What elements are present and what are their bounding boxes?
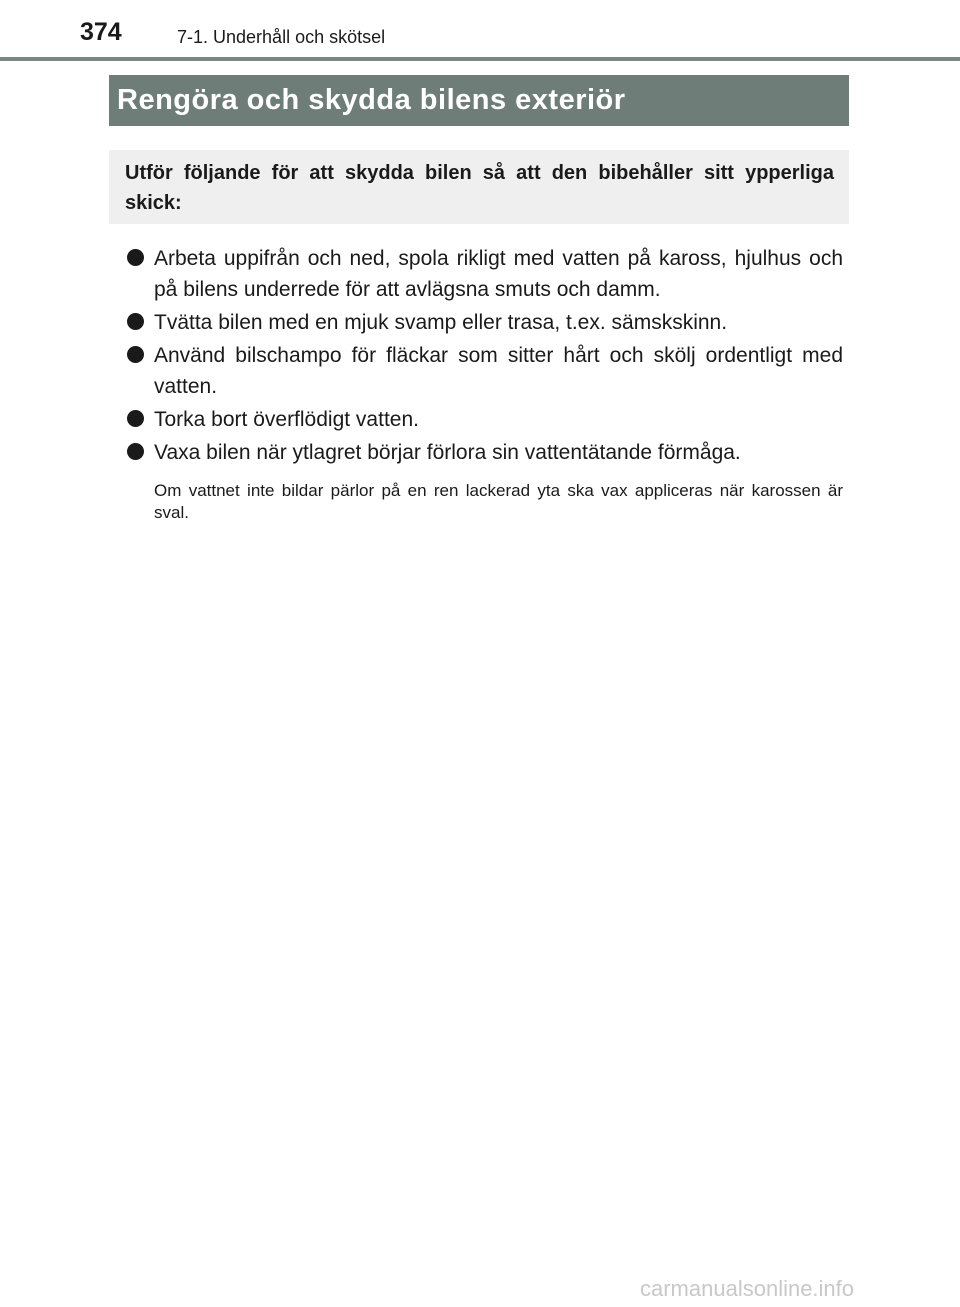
watermark: carmanualsonline.info — [640, 1276, 855, 1301]
section-title: Rengöra och skydda bilens exteriör — [117, 84, 626, 116]
bullet-item — [126, 340, 843, 402]
page-number: 374 — [80, 18, 122, 46]
chapter-title: 7-1. Underhåll och skötsel — [177, 27, 386, 47]
header-rule — [0, 57, 960, 61]
bullet-list — [126, 243, 843, 470]
bullet-text: Tvätta bilen med en mjuk svamp eller trasa, t.ex. sämskskinn. — [154, 311, 728, 334]
bullet-dot-icon — [127, 410, 144, 427]
bullet-text: Vaxa bilen när ytlagret börjar förlora sin vattentätande förmåga. — [154, 441, 741, 464]
bullet-dot-icon — [127, 249, 144, 266]
bullet-item — [126, 404, 843, 435]
bullet-dot-icon — [127, 443, 144, 460]
bullet-item — [126, 307, 843, 338]
intro-text: Utför följande för att skydda bilen så att den bibehåller sitt ypperliga skick: — [125, 162, 834, 214]
note-text: Om vattnet inte bildar pärlor på en ren lackerad yta ska vax appliceras när karossen är sval. — [154, 481, 843, 522]
intro-box — [109, 150, 849, 224]
bullet-dot-icon — [127, 346, 144, 363]
bullet-item — [126, 243, 843, 305]
bullet-text: Använd bilschampo för fläckar som sitter hårt och skölj ordentligt med vatten. — [154, 344, 843, 398]
bullet-text: Arbeta uppifrån och ned, spola rikligt med vatten på kaross, hjulhus och på bilens underrede för att avlägsna smuts och damm. — [154, 247, 843, 301]
bullet-item — [126, 437, 843, 468]
section-banner — [109, 75, 849, 126]
bullet-text: Torka bort överflödigt vatten. — [154, 408, 419, 431]
bullet-dot-icon — [127, 313, 144, 330]
